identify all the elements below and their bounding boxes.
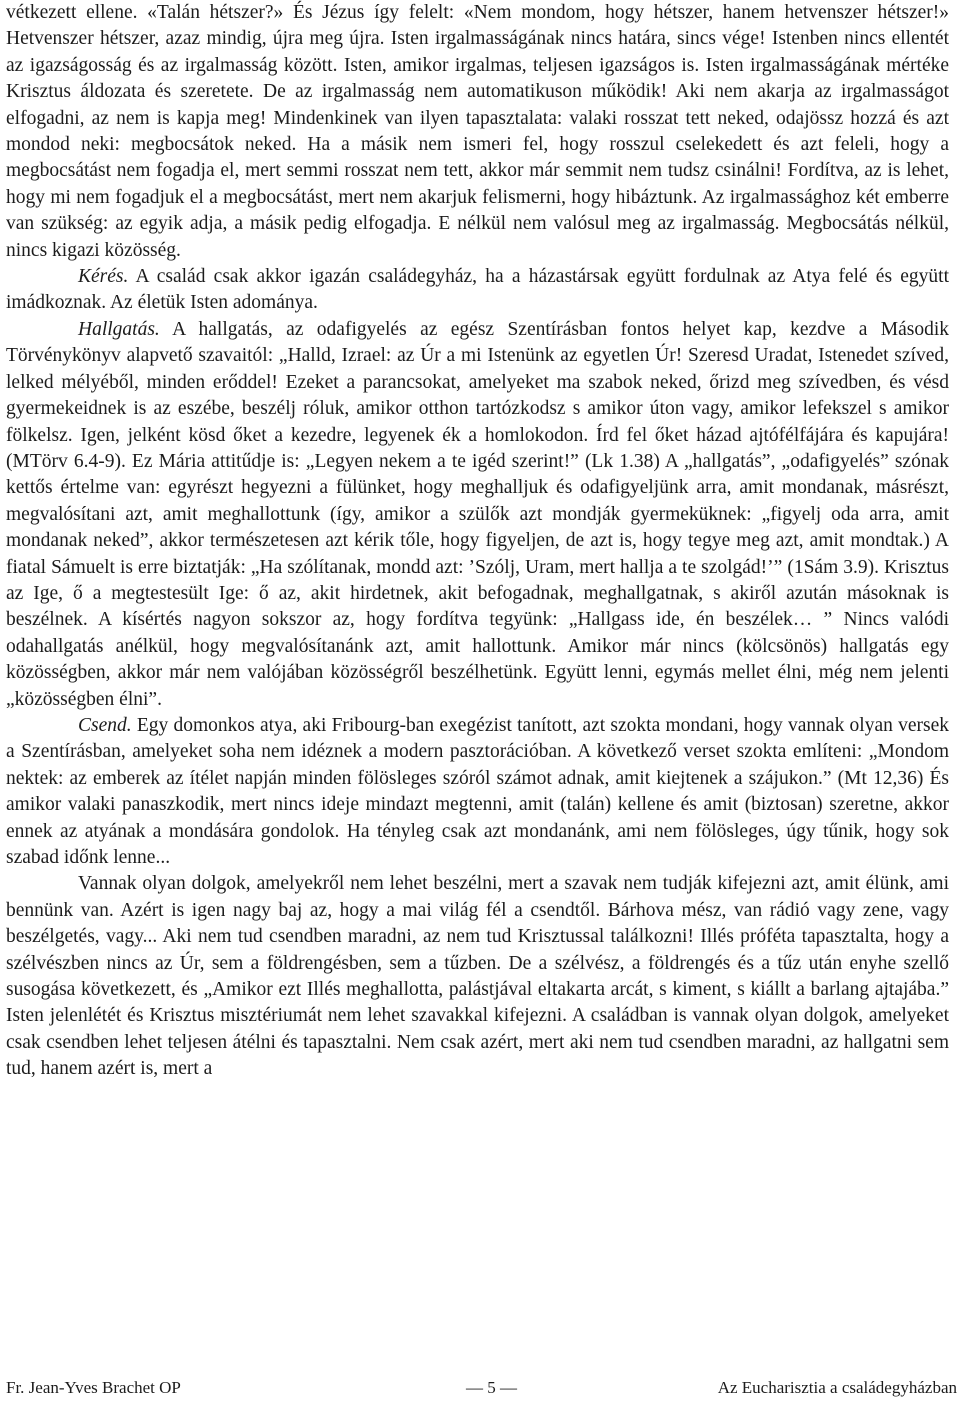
- paragraph-keres-text: A család csak akkor igazán családegyház, ha a házastársak együtt fordulnak az Atya felé és együtt imádkoznak. Az életük Isten adománya.: [6, 266, 949, 314]
- paragraph-hallgatas: [6, 317, 949, 713]
- paragraph-csend-text: Egy domonkos atya, aki Fribourg-ban exegézist tanított, azt szokta mondani, hogy vannak olyan versek a Szentírásban, amelyeket soha nem idéznek a modern pasztorációban. A következő verset szokta említeni: „Mondom nektek: az emberek az ítélet napján minden fölösleges szóról számot adnak, amit kiejtenek a szájukon.” (Mt 12,36) És amikor valaki panaszkodik, mert nincs ideje mindazt megtenni, amit (talán) kellene és amit (biztosan) szeretne, akkor ennek az atyának a mondására gondolok. Ha tényleg csak azt mondanánk, ami nem fölösleges, úgy tűnik, hogy sok szabad időnk lenne...: [6, 714, 949, 868]
- footer-author: Fr. Jean-Yves Brachet OP: [6, 1378, 181, 1397]
- document-page: [6, 0, 949, 1083]
- keyword-csend: Csend.: [78, 714, 132, 736]
- keyword-hallgatas: Hallgatás.: [78, 318, 160, 340]
- paragraph-csend: [6, 713, 949, 871]
- paragraph-silence: Vannak olyan dolgok, amelyekről nem lehet beszélni, mert a szavak nem tudják kifejezni azt, amit élünk, ami bennünk van. Azért is igen nagy baj az, hogy a mai világ fél a csendtől. Bárhova mész, van rádió vagy zene, vagy beszélgetés, vagy... Aki nem tud csendben maradni, az nem tud Krisztussal találkozni! Illés próféta tapasztalta, hogy a szélvészben nincs az Úr, sem a földrengésben, sem a tűzben. De a szélvész, a földrengés és a tűz után enyhe szellő susogása következett, és „Amikor ezt Illés meghallotta, palástjával eltakarta arcát, s kiment, s kiállt a barlang ajtajába.” Isten jelenlétét és Krisztus misztériumát nem lehet szavakkal kifejezni. A családban is vannak olyan dolgok, amelyeket csak csendben lehet teljesen átélni és tapasztalni. Nem csak azért, mert aki nem tud csendben maradni, az hallgatni sem tud, hanem azért is, mert a: [6, 873, 949, 1080]
- paragraph-hallgatas-text: A hallgatás, az odafigyelés az egész Szentírásban fontos helyet kap, kezdve a Második Törvénykönyv alapvető szavaitól: „Halld, Izrael: az Úr a mi Istenünk az egyetlen Úr! Szeresd Uradat, Istenedet szíved, lelked mélyéből, minden erőddel! Ezeket a parancsokat, amelyeket ma szabok neked, őrizd meg szívedben, és vésd gyermekeidnek is az eszébe, beszélj róluk, amikor otthon tartózkodsz s amikor úton vagy, amikor lefekszel s amikor fölkelsz. Igen, jelként kösd őket a kezedre, legyenek ék a homlokodon. Írd fel őket házad ajtófélfájára és kapujára! (MTörv 6.4-9). Ez Mária attitűdje is: „Legyen nekem a te igéd szerint!” (Lk 1.38) A „hallgatás”, „odafigyelés” szónak kettős értelme van: egyrészt hegyezni a fülünket, hogy meghalljuk és odafigyeljünk arra, amit mondanak, másrészt, megvalósítani azt, amit meghallottunk (így, amikor a szülők azt mondják gyermeküknek: „figyelj oda arra, amit mondanak neked”, akkor természetesen azt kérik tőle, hogy figyeljen, de azt is, hogy tegye meg azt, amit mondtak.) A fiatal Sámuelt is erre biztatják: „Ha szólítanak, mondd azt: ’Szólj, Uram, mert hallja a te szolgád!’” (1Sám 3.9). Krisztus az Ige, ő a megtestesült Ige: ő az, akit hirdetnek, akit befogadnak, meghallgatnak, s akiről azután másoknak is beszélnek. A kísértés nagyon sokszor az, hogy fordítva tegyünk: „Hallgass ide, én beszélek… ” Nincs valódi odahallgatás anélkül, hogy megvalósítanánk azt, amit hallottunk. Amikor már nincs (kölcsönös) hallgatás egy közösségben, akkor már nem valójában közösségről beszélhetünk. Együtt lenni, egymás mellet élni, még nem jelenti „közösségben élni”.: [6, 318, 949, 710]
- keyword-keres: Kérés.: [78, 266, 129, 288]
- paragraph-keres: [6, 264, 949, 317]
- page-footer: [6, 1378, 957, 1400]
- paragraph-forgiveness: vétkezett ellene. «Talán hétszer?» És Jézus így felelt: «Nem mondom, hogy hétszer, hanem hetvenszer hétszer!» Hetvenszer hétszer, azaz mindig, újra meg újra. Isten irgalmasságának nincs határa, sincs vége! Istenben nincs ellentét az igazságosság és az irgalmasság között. Isten, amikor irgalmas, teljesen igazságos is. Isten irgalmasságának mértéke Krisztus áldozata és szeretete. De az irgalmasság nem automatikuson működik! Aki nem akarja az irgalmasságot elfogadni, az nem is kapja meg! Mindenkinek van ilyen tapasztalata: valaki rosszat tett neked, odajössz hozzá és azt mondod neki: megbocsátok neked. Ha a másik nem ismeri fel, hogy rosszul cselekedett és azt feleli, hogy a megbocsátást nem fogadja el, mert semmi rosszat nem tett, akkor már semmit nem tudsz csinálni! Fordítva, az is lehet, hogy mi nem fogadjuk el a megbocsátást, mert nem akarjuk felismerni, hogy hibáztunk. Az irgalmassághoz két emberre van szükség: az egyik adja, a másik pedig elfogadja. E nélkül nem valósul meg az irgalmasság. Megbocsátás nélkül, nincs kigazi közösség.: [6, 2, 949, 261]
- footer-page-number: — 5 —: [466, 1378, 517, 1397]
- footer-document-title: Az Eucharisztia a családegyházban: [717, 1378, 957, 1397]
